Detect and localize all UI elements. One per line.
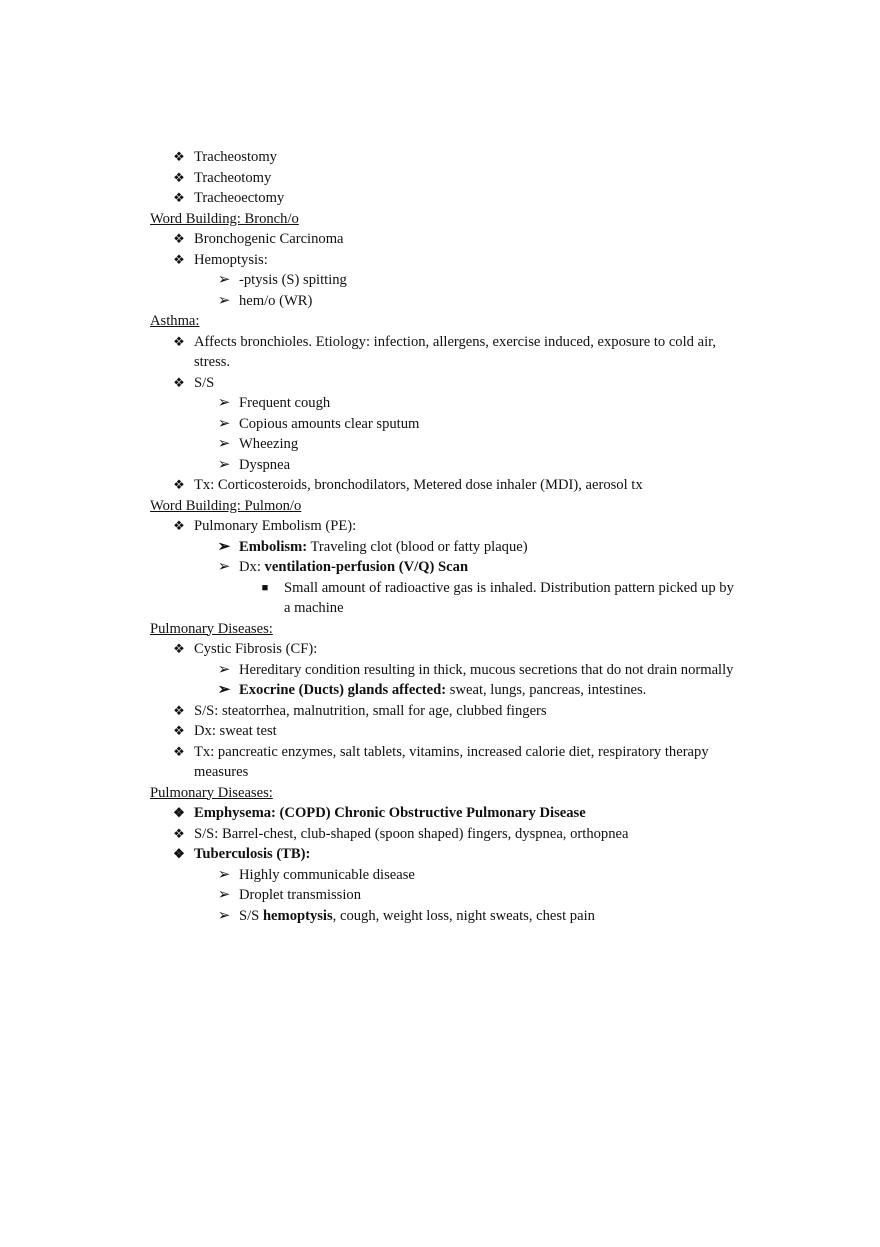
text: Wheezing: [239, 436, 299, 452]
text: Dyspnea: [239, 456, 291, 473]
text: Droplet transmission: [239, 887, 362, 903]
text: Traveling clot (blood or fatty plaque): [307, 538, 528, 555]
bullet-item-level-2: [150, 865, 740, 886]
bullet-item-level-1: [150, 516, 740, 537]
text: Hereditary condition resulting in thick, mucous secretions that do not drain normally: [239, 661, 734, 678]
notes-content: [150, 147, 740, 926]
text: Highly communicable disease: [239, 866, 415, 883]
bullet-item-level-2: [150, 537, 740, 558]
arrow-bullet-icon: ➢: [217, 538, 231, 555]
text: Word Building: Pulmon/o: [150, 497, 302, 514]
text: Pulmonary Embolism (PE):: [194, 518, 357, 534]
bullet-item-level-1: [150, 332, 740, 373]
bullet-item-level-2: [150, 906, 740, 927]
bullet-item-level-2: [150, 455, 740, 476]
bullet-item-level-1: [150, 803, 740, 824]
diamond-bullet-icon: ❖: [173, 702, 185, 718]
arrow-bullet-icon: ➢: [217, 456, 231, 473]
bullet-item-level-1: [150, 721, 740, 742]
bullet-item-level-3: [150, 578, 740, 619]
section-heading: [150, 311, 740, 332]
bullet-item-level-2: [150, 660, 740, 681]
text: Copious amounts clear sputum: [239, 415, 420, 432]
text: Asthma:: [150, 313, 200, 329]
bullet-item-level-2: [150, 680, 740, 701]
bullet-item-level-2: [150, 291, 740, 312]
bullet-item-level-1: [150, 229, 740, 250]
diamond-bullet-icon: ❖: [173, 723, 185, 738]
diamond-bullet-icon: ❖: [173, 333, 185, 349]
diamond-bullet-icon: ❖: [173, 846, 185, 861]
text: Tx: pancreatic enzymes, salt tablets, vitamins, increased calorie diet, respiratory therapy measures: [194, 743, 709, 780]
arrow-bullet-icon: ➢: [217, 395, 231, 411]
bullet-item-level-1: [150, 701, 740, 722]
arrow-bullet-icon: ➢: [217, 661, 231, 678]
arrow-bullet-icon: ➢: [217, 866, 231, 883]
text: Dx: sweat test: [194, 723, 277, 739]
bullet-item-level-1: [150, 147, 740, 168]
text: Word Building: Bronch/o: [150, 210, 299, 227]
bullet-item-level-1: [150, 188, 740, 209]
arrow-bullet-icon: ➢: [217, 292, 231, 309]
bullet-item-level-1: [150, 844, 740, 865]
text: Pulmonary Diseases:: [150, 620, 273, 637]
diamond-bullet-icon: ❖: [173, 477, 185, 492]
bullet-item-level-1: [150, 373, 740, 394]
text: Hemoptysis:: [194, 251, 268, 268]
text: Frequent cough: [239, 395, 331, 411]
text: Dx:: [239, 559, 265, 575]
arrow-bullet-icon: ➢: [217, 887, 231, 903]
diamond-bullet-icon: ❖: [173, 805, 185, 820]
bold-text: ventilation-perfusion (V/Q) Scan: [264, 559, 469, 575]
text: S/S: Barrel-chest, club-shaped (spoon shaped) fingers, dyspnea, orthopnea: [194, 825, 629, 842]
bullet-item-level-2: [150, 270, 740, 291]
bullet-item-level-2: [150, 557, 740, 578]
diamond-bullet-icon: ❖: [173, 251, 185, 267]
section-heading: [150, 496, 740, 517]
diamond-bullet-icon: ❖: [173, 641, 185, 656]
diamond-bullet-icon: ❖: [173, 149, 185, 164]
diamond-bullet-icon: ❖: [173, 518, 185, 533]
text: Pulmonary Diseases:: [150, 784, 273, 801]
diamond-bullet-icon: ❖: [173, 231, 185, 246]
text: hem/o (WR): [239, 292, 313, 309]
text: Tracheostomy: [194, 149, 277, 165]
text: -ptysis (S) spitting: [239, 272, 347, 288]
diamond-bullet-icon: ❖: [173, 169, 185, 185]
text: S/S: steatorrhea, malnutrition, small for age, clubbed fingers: [194, 702, 547, 719]
bullet-item-level-2: [150, 434, 740, 455]
diamond-bullet-icon: ❖: [173, 825, 185, 841]
text: Cystic Fibrosis (CF):: [194, 641, 318, 657]
bold-text: Embolism:: [239, 538, 308, 555]
section-heading: [150, 209, 740, 230]
bold-text: Exocrine (Ducts) glands affected:: [239, 682, 447, 698]
bullet-item-level-1: [150, 824, 740, 845]
text: Tracheoectomy: [194, 190, 285, 206]
bold-text: hemoptysis: [262, 907, 333, 924]
diamond-bullet-icon: ❖: [173, 743, 185, 759]
bullet-item-level-1: [150, 168, 740, 189]
text: , cough, weight loss, night sweats, chest pain: [332, 907, 595, 924]
arrow-bullet-icon: ➢: [217, 559, 231, 575]
text: S/S: [239, 907, 263, 924]
bullet-item-level-2: [150, 414, 740, 435]
text: Tx: Corticosteroids, bronchodilators, Metered dose inhaler (MDI), aerosol tx: [194, 477, 643, 493]
section-heading: [150, 783, 740, 804]
text: S/S: [194, 374, 215, 391]
bullet-item-level-2: [150, 885, 740, 906]
bullet-item-level-1: [150, 475, 740, 496]
bullet-item-level-1: [150, 639, 740, 660]
bullet-item-level-1: [150, 250, 740, 271]
text: Bronchogenic Carcinoma: [194, 231, 344, 247]
text: Tracheotomy: [194, 169, 272, 186]
text: Small amount of radioactive gas is inhaled. Distribution pattern picked up by a machine: [284, 579, 734, 616]
bold-text: Emphysema: (COPD) Chronic Obstructive Pulmonary Disease: [194, 805, 586, 821]
diamond-bullet-icon: ❖: [173, 374, 185, 390]
bullet-item-level-1: [150, 742, 740, 783]
arrow-bullet-icon: ➢: [217, 907, 231, 924]
section-heading: [150, 619, 740, 640]
arrow-bullet-icon: ➢: [217, 272, 231, 288]
diamond-bullet-icon: ❖: [173, 190, 185, 205]
square-bullet-icon: ■: [261, 581, 269, 594]
arrow-bullet-icon: ➢: [217, 682, 231, 698]
arrow-bullet-icon: ➢: [217, 436, 231, 452]
text: sweat, lungs, pancreas, intestines.: [446, 682, 647, 698]
bullet-item-level-2: [150, 393, 740, 414]
bold-text: Tuberculosis (TB):: [194, 846, 311, 862]
text: Affects bronchioles. Etiology: infection, allergens, exercise induced, exposure to cold air, stress.: [194, 333, 717, 370]
arrow-bullet-icon: ➢: [217, 415, 231, 432]
